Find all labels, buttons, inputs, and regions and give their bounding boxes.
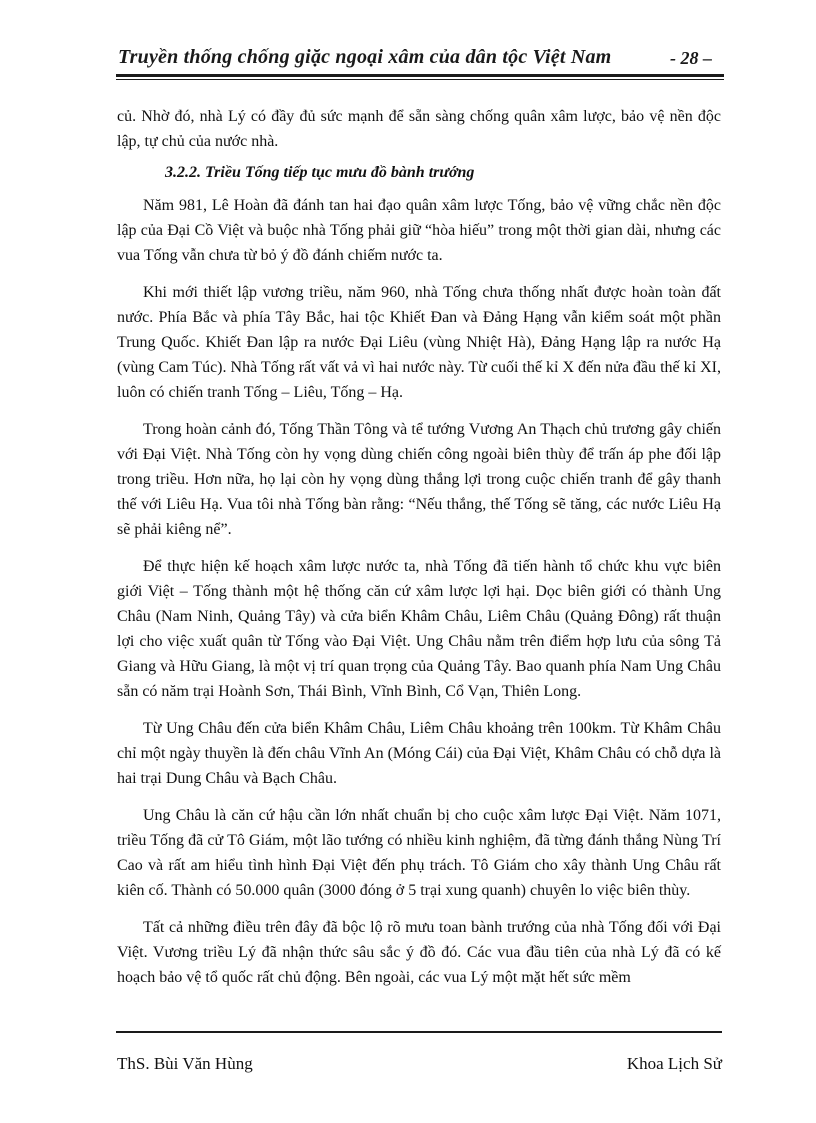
- page-header: [118, 46, 722, 76]
- paragraph: Trong hoàn cảnh đó, Tống Thần Tông và tể tướng Vương An Thạch chủ trương gây chiến với Đại Việt. Nhà Tống còn hy vọng dùng chiến công ngoài biên thùy để trấn áp phe đối lập trong triều. Hơn nữa, họ lại còn hy vọng dùng thắng lợi trong cuộc chiến tranh để gây thanh thế với Liêu Hạ. Vua tôi nhà Tống bàn rằng: “Nếu thắng, thế Tống sẽ tăng, các nước Liêu Hạ sẽ phải kiêng nể”.: [117, 421, 721, 538]
- header-rule-thin: [116, 79, 724, 80]
- header-title: Truyền thống chống giặc ngoại xâm của dân tộc Việt Nam: [118, 46, 612, 68]
- section-heading: 3.2.2. Triều Tống tiếp tục mưu đồ bành trướng: [165, 164, 475, 181]
- page-number: - 28 –: [670, 48, 712, 68]
- paragraph: Từ Ung Châu đến cửa biển Khâm Châu, Liêm Châu khoảng trên 100km. Từ Khâm Châu chỉ một ngày thuyền là đến châu Vĩnh An (Móng Cái) của Đại Việt, Khâm Châu có chỗ dựa là hai trại Dung Châu và Bạch Châu.: [117, 720, 721, 787]
- paragraph: Tất cả những điều trên đây đã bộc lộ rõ mưu toan bành trướng của nhà Tống đối với Đại Việt. Vương triều Lý đã nhận thức sâu sắc ý đồ đó. Các vua đầu tiên của nhà Lý đã có kế hoạch bảo vệ tổ quốc rất chủ động. Bên ngoài, các vua Lý một mặt hết sức mềm: [117, 919, 721, 986]
- header-rule-thick: [116, 74, 724, 77]
- paragraph: Năm 981, Lê Hoàn đã đánh tan hai đạo quân xâm lược Tống, bảo vệ vững chắc nền độc lập của Đại Cồ Việt và buộc nhà Tống phải giữ “hòa hiếu” trong một thời gian dài, nhưng các vua Tống vẫn chưa từ bỏ ý đồ đánh chiếm nước ta.: [117, 197, 721, 264]
- paragraph: Để thực hiện kế hoạch xâm lược nước ta, nhà Tống đã tiến hành tổ chức khu vực biên giới Việt – Tống thành một hệ thống căn cứ xâm lược lợi hại. Dọc biên giới có thành Ung Châu (Nam Ninh, Quảng Tây) và cửa biển Khâm Châu, Liêm Châu (Quảng Đông) rất thuận lợi cho việc xuất quân từ Tống vào Đại Việt. Ung Châu nằm trên điểm hợp lưu của sông Tả Giang và Hữu Giang, là một vị trí quan trọng của Quảng Tây. Bao quanh phía Nam Ung Châu sẵn có năm trại Hoành Sơn, Thái Bình, Vĩnh Bình, Cổ Vạn, Thiên Long.: [117, 558, 721, 700]
- paragraph: Khi mới thiết lập vương triều, năm 960, nhà Tống chưa thống nhất được hoàn toàn đất nước. Phía Bắc và phía Tây Bắc, hai tộc Khiết Đan và Đảng Hạng vẫn kiểm soát một phần Trung Quốc. Khiết Đan lập ra nước Đại Liêu (vùng Nhiệt Hà), Đảng Hạng lập ra nước Hạ (vùng Cam Túc). Nhà Tống rất vất vả vì hai nước này. Từ cuối thế kỉ X đến nửa đầu thế kỉ XI, luôn có chiến tranh Tống – Liêu, Tống – Hạ.: [117, 284, 721, 401]
- footer-author: ThS. Bùi Văn Hùng: [117, 1054, 253, 1073]
- footer-rule: [116, 1031, 722, 1033]
- footer-department: Khoa Lịch Sử: [626, 1054, 722, 1073]
- body-text: [117, 104, 721, 1002]
- paragraph: Ung Châu là căn cứ hậu cần lớn nhất chuẩn bị cho cuộc xâm lược Đại Việt. Năm 1071, triều Tống đã cử Tô Giám, một lão tướng có nhiều kinh nghiệm, đã từng đánh thắng Nùng Trí Cao và rất am hiểu tình hình Đại Việt đến phụ trách. Tô Giám cho xây thành Ung Châu rất kiên cố. Thành có 50.000 quân (3000 đóng ở 5 trại xung quanh) chuyên lo việc biên thùy.: [117, 807, 721, 899]
- paragraph-continuation: củ. Nhờ đó, nhà Lý có đầy đủ sức mạnh để sẵn sàng chống quân xâm lược, bảo vệ nền độc lập, tự chủ của nước nhà.: [117, 108, 721, 150]
